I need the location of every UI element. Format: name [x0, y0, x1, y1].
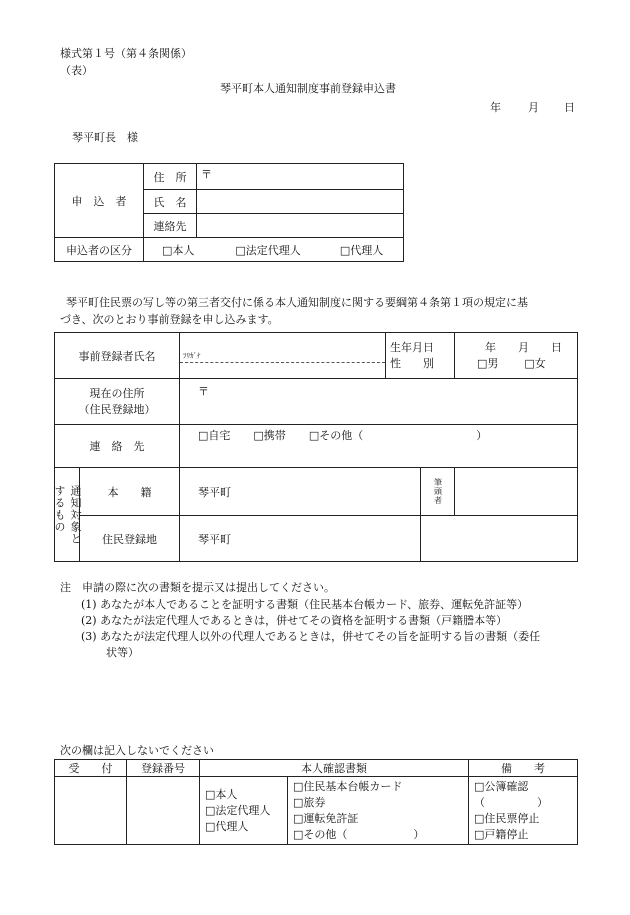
category-options	[144, 238, 404, 262]
juumin-field[interactable]: 琴平町	[180, 516, 421, 562]
note-item-2: (2) あなたが法定代理人であるときは，併せてその資格を証明する書類（戸籍謄本等）	[81, 614, 508, 627]
doc-license-checkbox[interactable]: □運転免許証	[293, 811, 359, 825]
who-self-checkbox[interactable]: □本人	[205, 787, 238, 801]
honseki-field[interactable]: 琴平町	[180, 468, 421, 516]
home-checkbox[interactable]: □自宅	[198, 429, 231, 442]
registration-table	[54, 332, 578, 562]
registrant-contact-label: 連 絡 先	[55, 425, 180, 468]
opt-legal-checkbox[interactable]: □法定代理人	[235, 243, 301, 257]
date-year-label: 年	[490, 101, 501, 114]
juumin-stop-checkbox[interactable]: □住民票停止	[474, 811, 540, 825]
doc-other-checkbox[interactable]: □その他（ ）	[293, 827, 425, 841]
address-label: 住 所	[144, 164, 197, 190]
notes-heading: 注 申請の際に次の書類を提示又は提出してください。	[60, 581, 335, 594]
note-item-3-cont: 状等）	[106, 646, 139, 659]
applicant-table	[54, 163, 404, 262]
id-doc-options	[288, 777, 469, 845]
who-agent-checkbox[interactable]: □代理人	[205, 819, 249, 833]
mobile-checkbox[interactable]: □携帯	[253, 429, 286, 442]
contact-field[interactable]	[197, 214, 404, 238]
juumin-extra	[421, 516, 578, 562]
hittousha-label: 筆頭者	[421, 468, 455, 516]
hittousha-field[interactable]	[455, 468, 578, 516]
name-label: 氏 名	[144, 190, 197, 214]
id-docs-header: 本人確認書類	[200, 760, 469, 777]
page-title: 琴平町本人通知制度事前登録申込書	[220, 82, 396, 95]
office-use-table	[54, 759, 578, 845]
furigana-label: ﾌﾘｶﾞﾅ	[183, 352, 201, 360]
note-item-1: (1) あなたが本人であることを証明する書類（住民基本台帳カード、旅券、運転免許証等）	[81, 598, 529, 611]
category-label: 申込者の区分	[55, 238, 144, 262]
receipt-cell[interactable]	[55, 777, 127, 845]
registry-check-checkbox[interactable]: □公簿確認	[474, 779, 529, 793]
honseki-label: 本 籍	[80, 468, 180, 516]
dob-sex-labels: 生年月日 性 別	[386, 333, 455, 379]
receipt-header: 受 付	[55, 760, 127, 777]
office-use-caption: 次の欄は記入しないでください	[60, 744, 214, 757]
juumin-label: 住民登録地	[80, 516, 180, 562]
note-item-3: (3) あなたが法定代理人以外の代理人であるときは，併せてその旨を証明する旨の書類（委任	[81, 630, 541, 643]
form-number: 様式第１号（第４条関係）	[60, 47, 192, 60]
opt-self-checkbox[interactable]: □本人	[162, 243, 195, 257]
id-who-options	[200, 777, 288, 845]
registry-check-note[interactable]: （ ）	[474, 795, 548, 809]
intro-line-1: 琴平町住民票の写し等の第三者交付に係る本人通知制度に関する要綱第４条第１項の規定に基	[66, 296, 528, 309]
form-side-label: （表）	[60, 64, 93, 77]
registrant-contact-field: □自宅 □携帯 □その他（ ）	[180, 425, 578, 468]
contact-label: 連絡先	[144, 214, 197, 238]
who-legal-checkbox[interactable]: □法定代理人	[205, 803, 271, 817]
addressee: 琴平町長 様	[72, 131, 138, 144]
other-checkbox[interactable]: □その他（	[308, 429, 364, 442]
male-checkbox[interactable]: □男	[477, 356, 499, 370]
current-address-label: 現在の住所 （住民登録地）	[55, 379, 180, 425]
date-day-label: 日	[564, 101, 575, 114]
registrant-name-field[interactable]	[180, 333, 386, 379]
doc-card-checkbox[interactable]: □住民基本台帳カード	[293, 779, 403, 793]
remarks-options	[469, 777, 578, 845]
intro-line-2: づき、次のとおり事前登録を申し込みます。	[60, 313, 279, 326]
current-address-field[interactable]: 〒	[180, 379, 578, 425]
regno-cell[interactable]	[127, 777, 200, 845]
remarks-header: 備 考	[469, 760, 578, 777]
address-field[interactable]: 〒	[197, 164, 404, 190]
dob-sex-fields[interactable]: 年 月 日 □男 □女	[455, 333, 578, 379]
notification-target-label: するもの 通知対象と	[55, 468, 80, 562]
name-field[interactable]	[197, 190, 404, 214]
doc-passport-checkbox[interactable]: □旅券	[293, 795, 326, 809]
applicant-group-label: 申 込 者	[55, 164, 144, 238]
registrant-name-label: 事前登録者氏名	[55, 333, 180, 379]
regno-header: 登録番号	[127, 760, 200, 777]
female-checkbox[interactable]: □女	[524, 356, 546, 370]
opt-agent-checkbox[interactable]: □代理人	[339, 243, 384, 257]
koseki-stop-checkbox[interactable]: □戸籍停止	[474, 827, 529, 841]
date-month-label: 月	[528, 101, 539, 114]
